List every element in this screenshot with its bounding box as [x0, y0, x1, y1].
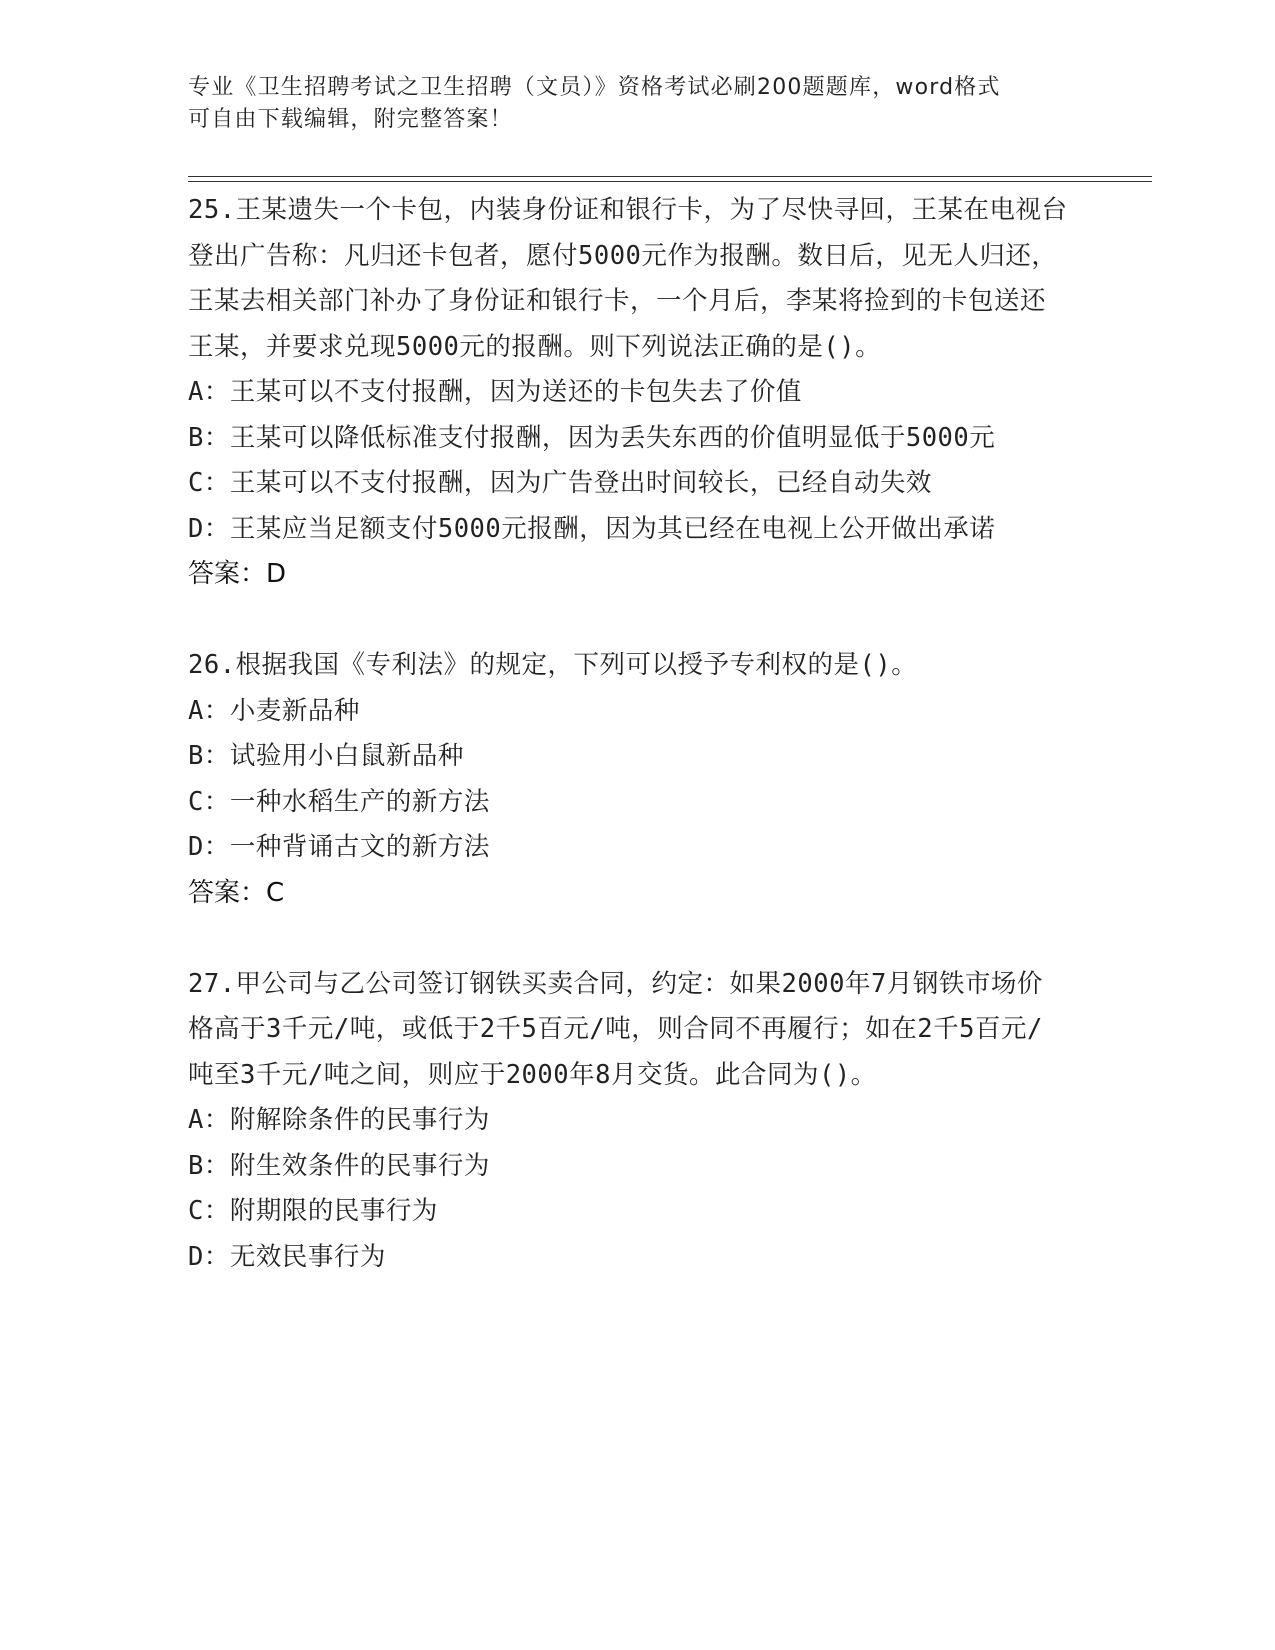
question-spacer — [188, 916, 1068, 962]
question-stem: 26.根据我国《专利法》的规定，下列可以授予专利权的是()。 — [188, 650, 918, 680]
header-divider-top — [188, 176, 1152, 177]
question-list — [188, 188, 1068, 1280]
answer-line: 答案：D — [188, 559, 287, 589]
question-26 — [188, 643, 1068, 916]
option-a: A：附解除条件的民事行为 — [188, 1105, 490, 1135]
option-c: C：附期限的民事行为 — [188, 1196, 438, 1226]
header-line-2: 可自由下载编辑，附完整答案！ — [188, 107, 513, 132]
option-b: B：王某可以降低标准支付报酬，因为丢失东西的价值明显低于5000元 — [188, 422, 996, 453]
question-25 — [188, 188, 1068, 598]
question-stem: 25.王某遗失一个卡包，内装身份证和银行卡，为了尽快寻回，王某在电视台登出广告称：凡归还卡包者，愿付5000元作为报酬。数日后，见无人归还，王某去相关部门补办了身份证和银行卡，一个月后，李某将捡到的卡包送还王某，并要求兑现5000元的报酬。则下列说法正确的是()。 — [188, 195, 1068, 362]
header-divider-bottom — [188, 181, 1152, 182]
option-c: C：王某可以不支付报酬，因为广告登出时间较长，已经自动失效 — [188, 468, 932, 498]
option-a: A：小麦新品种 — [188, 695, 360, 726]
option-d: D：王某应当足额支付5000元报酬，因为其已经在电视上公开做出承诺 — [188, 513, 996, 544]
option-b: B：附生效条件的民事行为 — [188, 1150, 490, 1181]
question-27 — [188, 962, 1068, 1281]
option-d: D：一种背诵古文的新方法 — [188, 832, 490, 862]
option-c: C：一种水稻生产的新方法 — [188, 786, 490, 817]
question-spacer — [188, 598, 1068, 644]
header-line-1: 专业《卫生招聘考试之卫生招聘（文员）》资格考试必刷200题题库，word格式 — [188, 75, 1001, 100]
answer-line: 答案：C — [188, 877, 285, 908]
question-stem: 27.甲公司与乙公司签订钢铁买卖合同，约定：如果2000年7月钢铁市场价格高于3千元/吨，或低于2千5百元/吨，则合同不再履行；如在2千5百元/吨至3千元/吨之间，则应于2000年8月交货。此合同为()。 — [188, 968, 1043, 1090]
option-d: D：无效民事行为 — [188, 1241, 386, 1272]
document-header — [188, 72, 1068, 136]
option-a: A：王某可以不支付报酬，因为送还的卡包失去了价值 — [188, 377, 802, 407]
option-b: B：试验用小白鼠新品种 — [188, 741, 464, 771]
